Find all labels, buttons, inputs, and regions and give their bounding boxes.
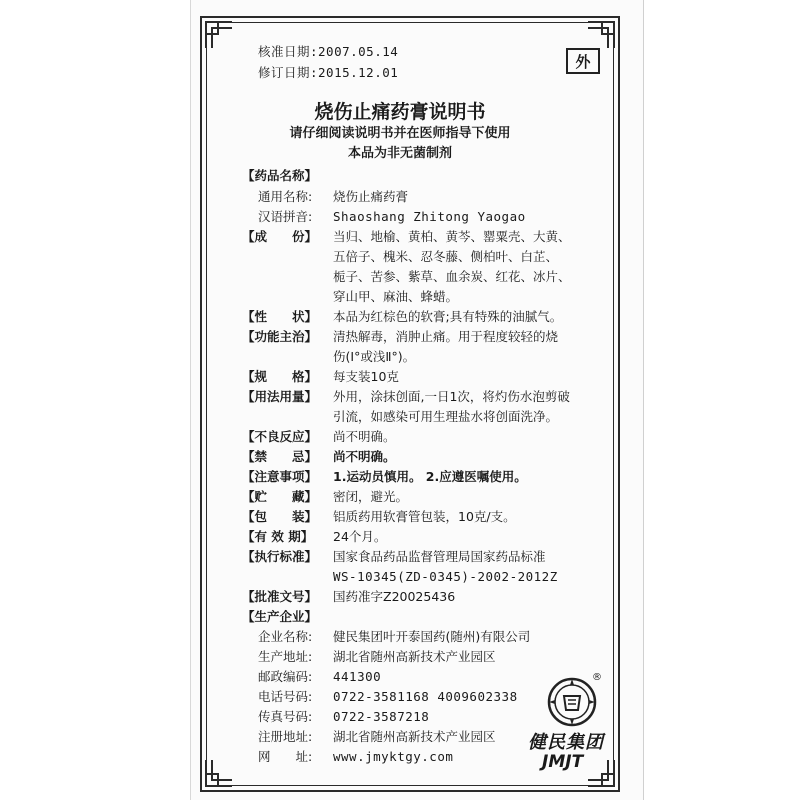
brand-name-english: JMJT xyxy=(542,752,584,772)
pinyin-label: 汉语拼音: xyxy=(258,209,313,224)
website-label: 网 址: xyxy=(258,749,313,764)
document-title: 烧伤止痛药膏说明书 xyxy=(314,101,486,123)
contraindications-value: 尚不明确。 xyxy=(333,449,396,464)
standard-line: 国家食品药品监督管理局国家药品标准 xyxy=(333,549,546,564)
ingredients-heading: 【成 份】 xyxy=(242,229,318,244)
corner-ornament-top-right xyxy=(586,20,616,50)
dosage-line: 外用，涂抹创面,一日1次，将灼伤水泡剪破 xyxy=(333,389,570,404)
registered-address-label: 注册地址: xyxy=(258,729,313,744)
read-instructions-notice: 请仔细阅读说明书并在医师指导下使用 xyxy=(289,126,511,141)
package-value: 铝质药用软膏管包装，10克/支。 xyxy=(333,509,516,524)
generic-name-label: 通用名称: xyxy=(258,189,313,204)
precautions-heading: 【注意事项】 xyxy=(242,469,318,484)
generic-name-value: 烧伤止痛药膏 xyxy=(333,189,409,204)
corner-ornament-bottom-right xyxy=(586,758,616,788)
registered-trademark-mark: ® xyxy=(592,672,602,683)
indications-line: 清热解毒，消肿止痛。用于程度较轻的烧 xyxy=(333,329,559,344)
registered-address-value: 湖北省随州高新技术产业园区 xyxy=(333,729,496,744)
adverse-reactions-value: 尚不明确。 xyxy=(333,429,396,444)
validity-value: 24个月。 xyxy=(333,529,387,544)
ingredients-line: 当归、地榆、黄柏、黄芩、罂粟壳、大黄、 xyxy=(333,229,571,244)
website-value: www.jmyktgy.com xyxy=(333,749,454,764)
approval-number-value: 国药准字Z20025436 xyxy=(333,589,456,604)
dosage-line: 引流，如感染可用生理盐水将创面洗净。 xyxy=(333,409,559,424)
storage-value: 密闭，避光。 xyxy=(333,489,409,504)
appearance-value: 本品为红棕色的软膏;具有特殊的油腻气。 xyxy=(333,309,563,324)
package-heading: 【包 装】 xyxy=(242,509,318,524)
non-sterile-notice: 本品为非无菌制剂 xyxy=(347,146,452,161)
company-label: 企业名称: xyxy=(258,629,313,644)
indications-line: 伤(Ⅰ°或浅Ⅱ°)。 xyxy=(333,349,416,364)
manufacturer-heading: 【生产企业】 xyxy=(242,609,318,624)
postcode-label: 邮政编码: xyxy=(258,669,313,684)
fax-label: 传真号码: xyxy=(258,709,313,724)
revision-date: 修订日期:2015.12.01 xyxy=(258,65,399,80)
pinyin-value: Shaoshang Zhitong Yaogao xyxy=(333,209,526,224)
standard-heading: 【执行标准】 xyxy=(242,549,318,564)
approval-number-heading: 【批准文号】 xyxy=(242,589,318,604)
precautions-value: 1.运动员慎用。 2.应遵医嘱使用。 xyxy=(333,469,527,484)
dosage-heading: 【用法用量】 xyxy=(242,389,318,404)
corner-ornament-bottom-left xyxy=(204,758,234,788)
ingredients-line: 穿山甲、麻油、蜂蜡。 xyxy=(333,289,459,304)
brand-name-chinese: 健民集团 xyxy=(528,732,604,753)
specification-value: 每支装10克 xyxy=(333,369,399,384)
drug-name-heading: 【药品名称】 xyxy=(242,168,318,183)
phone-label: 电话号码: xyxy=(258,689,313,704)
external-use-badge: 外 xyxy=(566,48,600,74)
storage-heading: 【贮 藏】 xyxy=(242,489,318,504)
production-address-label: 生产地址: xyxy=(258,649,313,664)
production-address-value: 湖北省随州高新技术产业园区 xyxy=(333,649,496,664)
specification-heading: 【规 格】 xyxy=(242,369,318,384)
adverse-reactions-heading: 【不良反应】 xyxy=(242,429,318,444)
corner-ornament-top-left xyxy=(204,20,234,50)
indications-heading: 【功能主治】 xyxy=(242,329,318,344)
validity-heading: 【有 效 期】 xyxy=(242,529,314,544)
company-logo-icon xyxy=(546,676,598,728)
ingredients-line: 栀子、苦参、紫草、血余炭、红花、冰片、 xyxy=(333,269,571,284)
approval-date: 核准日期:2007.05.14 xyxy=(258,44,399,59)
company-value: 健民集团叶开泰国药(随州)有限公司 xyxy=(333,629,531,644)
contraindications-heading: 【禁 忌】 xyxy=(242,449,318,464)
postcode-value: 441300 xyxy=(333,669,382,684)
ingredients-line: 五倍子、槐米、忍冬藤、侧柏叶、白芷、 xyxy=(333,249,559,264)
fax-value: 0722-3587218 xyxy=(333,709,430,724)
standard-line: WS-10345(ZD-0345)-2002-2012Z xyxy=(333,569,558,584)
phone-value: 0722-3581168 4009602338 xyxy=(333,689,518,704)
appearance-heading: 【性 状】 xyxy=(242,309,318,324)
